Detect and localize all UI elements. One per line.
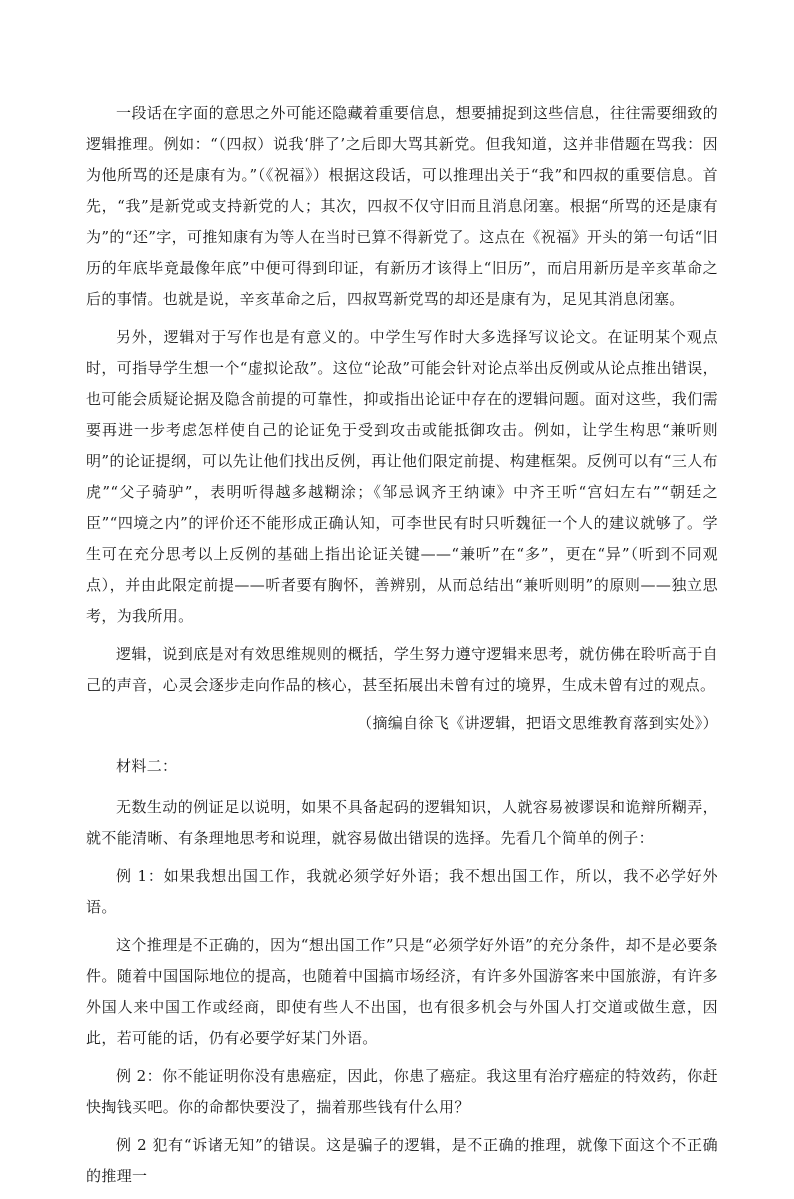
paragraph-logic-writing: 另外，逻辑对于写作也是有意义的。中学生写作时大多选择写议论文。在证明某个观点时，可指导学生想一个“虚拟论敌”。这位“论敌”可能会针对论点举出反例或从论点推出错误，也可能会质疑论据及隐含前提的可靠性，抑或指出论证中存在的逻辑问题。面对这些，我们需要再进一步考虑怎样使自己的论证免于受到攻击或能抵御攻击。例如，让学生构思“兼听则明”的论证提纲，可以先让他们找出反例，再让他们限定前提、构建框架。反例可以有“三人布虎”“父子骑驴”，表明听得越多越糊涂；《邹忌讽齐王纳谏》中齐王听“宫妇左右”“朝廷之臣”“四境之内”的评价还不能形成正确认知，可李世民有时只听魏征一个人的建议就够了。学生可在充分思考以上反例的基础上指出论证关键——“兼听”在“多”，更在“异”（听到不同观点），并由此限定前提——听者要有胸怀，善辨别，从而总结出“兼听则明”的原则——独立思考，为我所用。 — [86, 328, 718, 625]
example-1: 例 1：如果我想出国工作，我就必须学好外语；我不想出国工作，所以，我不必学好外语。 — [86, 867, 718, 916]
source-citation: （摘编自徐飞《讲逻辑，把语文思维教育落到实处》） — [357, 714, 718, 732]
material-label: 材料二： — [116, 757, 178, 775]
material-intro: 无数生动的例证足以说明，如果不具备起码的逻辑知识，人就容易被谬误和诡辩所糊弄，就不能清晰、有条理地思考和说理，就容易做出错误的选择。先看几个简单的例子： — [86, 798, 718, 847]
analysis-1: 这个推理是不正确的，因为“想出国工作”只是“必须学好外语”的充分条件，却不是必要条件。随着中国国际地位的提高，也随着中国搞市场经济，有许多外国游客来中国旅游，有许多外国人来中国工作或经商，即使有些人不出国，也有很多机会与外国人打交道或做生意，因此，若可能的话，仍有必要学好某门外语。 — [86, 936, 718, 1047]
analysis-2: 例 2 犯有“诉诸无知”的错误。这是骗子的逻辑，是不正确的推理，就像下面这个不正确的推理一 — [86, 1136, 718, 1185]
document-body — [86, 98, 718, 1199]
paragraph-logic-reading: 一段话在字面的意思之外可能还隐藏着重要信息，想要捕捉到这些信息，往往需要细致的逻辑推理。例如：“（四叔）说我‘胖了’之后即大骂其新党。但我知道，这并非借题在骂我：因为他所骂的还是康有为。”（《祝福》）根据这段话，可以推理出关于“我”和四叔的重要信息。首先，“我”是新党或支持新党的人；其次，四叔不仅守旧而且消息闭塞。根据“所骂的还是康有为”的“还”字，可推知康有为等人在当时已算不得新党了。这点在《祝福》开头的第一句话“旧历的年底毕竟最像年底”中便可得到印证，有新历才该得上“旧历”，而启用新历是辛亥革命之后的事情。也就是说，辛亥革命之后，四叔骂新党骂的却还是康有为，足见其消息闭塞。 — [86, 104, 718, 308]
example-2: 例 2：你不能证明你没有患癌症，因此，你患了癌症。我这里有治疗癌症的特效药，你赶快掏钱买吧。你的命都快要没了，揣着那些钱有什么用？ — [86, 1067, 718, 1116]
paragraph-logic-summary: 逻辑，说到底是对有效思维规则的概括，学生努力遵守逻辑来思考，就仿佛在聆听高于自己的声音，心灵会逐步走向作品的核心，甚至拓展出未曾有过的境界，生成未曾有过的观点。 — [86, 645, 718, 694]
